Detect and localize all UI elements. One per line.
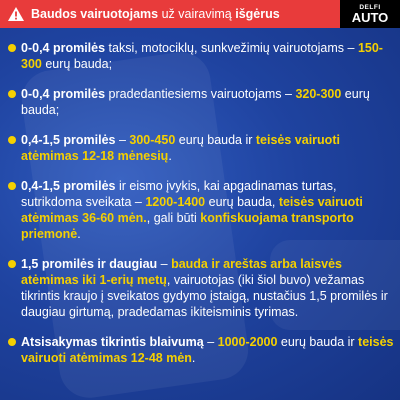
body-text: . <box>77 227 81 241</box>
highlight-text: 150-300 <box>21 41 383 71</box>
warning-triangle-icon <box>7 6 25 22</box>
body-text: eurų bauda; <box>41 57 113 71</box>
highlight-text: teisės vairuoti atėmimas 12-18 mėnesių <box>21 133 340 163</box>
header-title-end: išgėrus <box>235 7 280 21</box>
bullet-dot-icon <box>8 338 16 346</box>
body-text: ir eismo įvykis, kai apgadinamas turtas, sutrikdoma sveikata – <box>21 179 337 209</box>
bullet-dot-icon <box>8 136 16 144</box>
header-title-bold: Baudos vairuotojams <box>31 7 159 21</box>
logo-top-text: DELFI <box>359 4 381 11</box>
highlight-text: bauda ir areštas arba laisvės atėmimas iki 1-erių metų <box>21 257 342 287</box>
body-text: . <box>191 351 196 365</box>
body-text: . <box>168 149 172 163</box>
body-text: eurų bauda, <box>205 195 279 209</box>
body-text: – <box>203 335 218 349</box>
body-text: – <box>157 257 172 271</box>
fine-item <box>8 178 394 242</box>
fine-item <box>8 86 394 118</box>
highlight-text: 1200-1400 <box>145 195 206 209</box>
fine-item <box>8 256 394 320</box>
bold-text: 1,5 promilės ir daugiau <box>21 257 158 271</box>
body-text: , gali būti <box>146 211 201 225</box>
highlight-text: 1000-2000 <box>217 335 278 349</box>
body-text: eurų bauda ir <box>175 133 256 147</box>
logo-bottom-text: AUTO <box>351 10 389 25</box>
bold-text: 0,4-1,5 promilės <box>21 179 116 193</box>
bold-text: 0-0,4 promilės <box>21 87 106 101</box>
highlight-text: 320-300 <box>295 87 342 101</box>
delfi-auto-logo <box>340 0 400 28</box>
fine-item <box>8 334 394 366</box>
bullet-dot-icon <box>8 260 16 268</box>
bold-text: 0-0,4 promilės <box>21 41 106 55</box>
body-text: eurų bauda; <box>21 87 370 117</box>
highlight-text: teisės vairuoti atėmimas 12-48 mėn <box>21 335 394 365</box>
highlight-text: teisės vairuoti atėmimas 36-60 mėn. <box>21 195 363 225</box>
bullet-dot-icon <box>8 182 16 190</box>
body-text: , vairuotojas (iki šiol buvo) vežamas tikrintis kraujo į sveikatos gydymo įstaigą, nustačius 1,5 promilės ir daugiau girtumą, pradedamas ikiteisminis tyrimas. <box>21 273 388 319</box>
highlight-text: 300-450 <box>129 133 176 147</box>
body-text: pradedantiesiems vairuotojams – <box>105 87 296 101</box>
body-text: taksi, motociklų, sunkvežimių vairuotojams – <box>105 41 358 55</box>
fine-item <box>8 40 394 72</box>
body-text: eurų bauda ir <box>277 335 359 349</box>
highlight-text: konfiskuojama transporto priemonė <box>21 211 354 241</box>
header-title-mid: už vairavimą <box>158 7 236 21</box>
bold-text: Atsisakymas tikrintis blaivumą <box>21 335 204 349</box>
body-text: – <box>115 133 130 147</box>
fines-list <box>8 40 394 380</box>
bold-text: 0,4-1,5 promilės <box>21 133 116 147</box>
header-title <box>31 7 280 21</box>
bullet-dot-icon <box>8 44 16 52</box>
bullet-dot-icon <box>8 90 16 98</box>
fine-item <box>8 132 394 164</box>
